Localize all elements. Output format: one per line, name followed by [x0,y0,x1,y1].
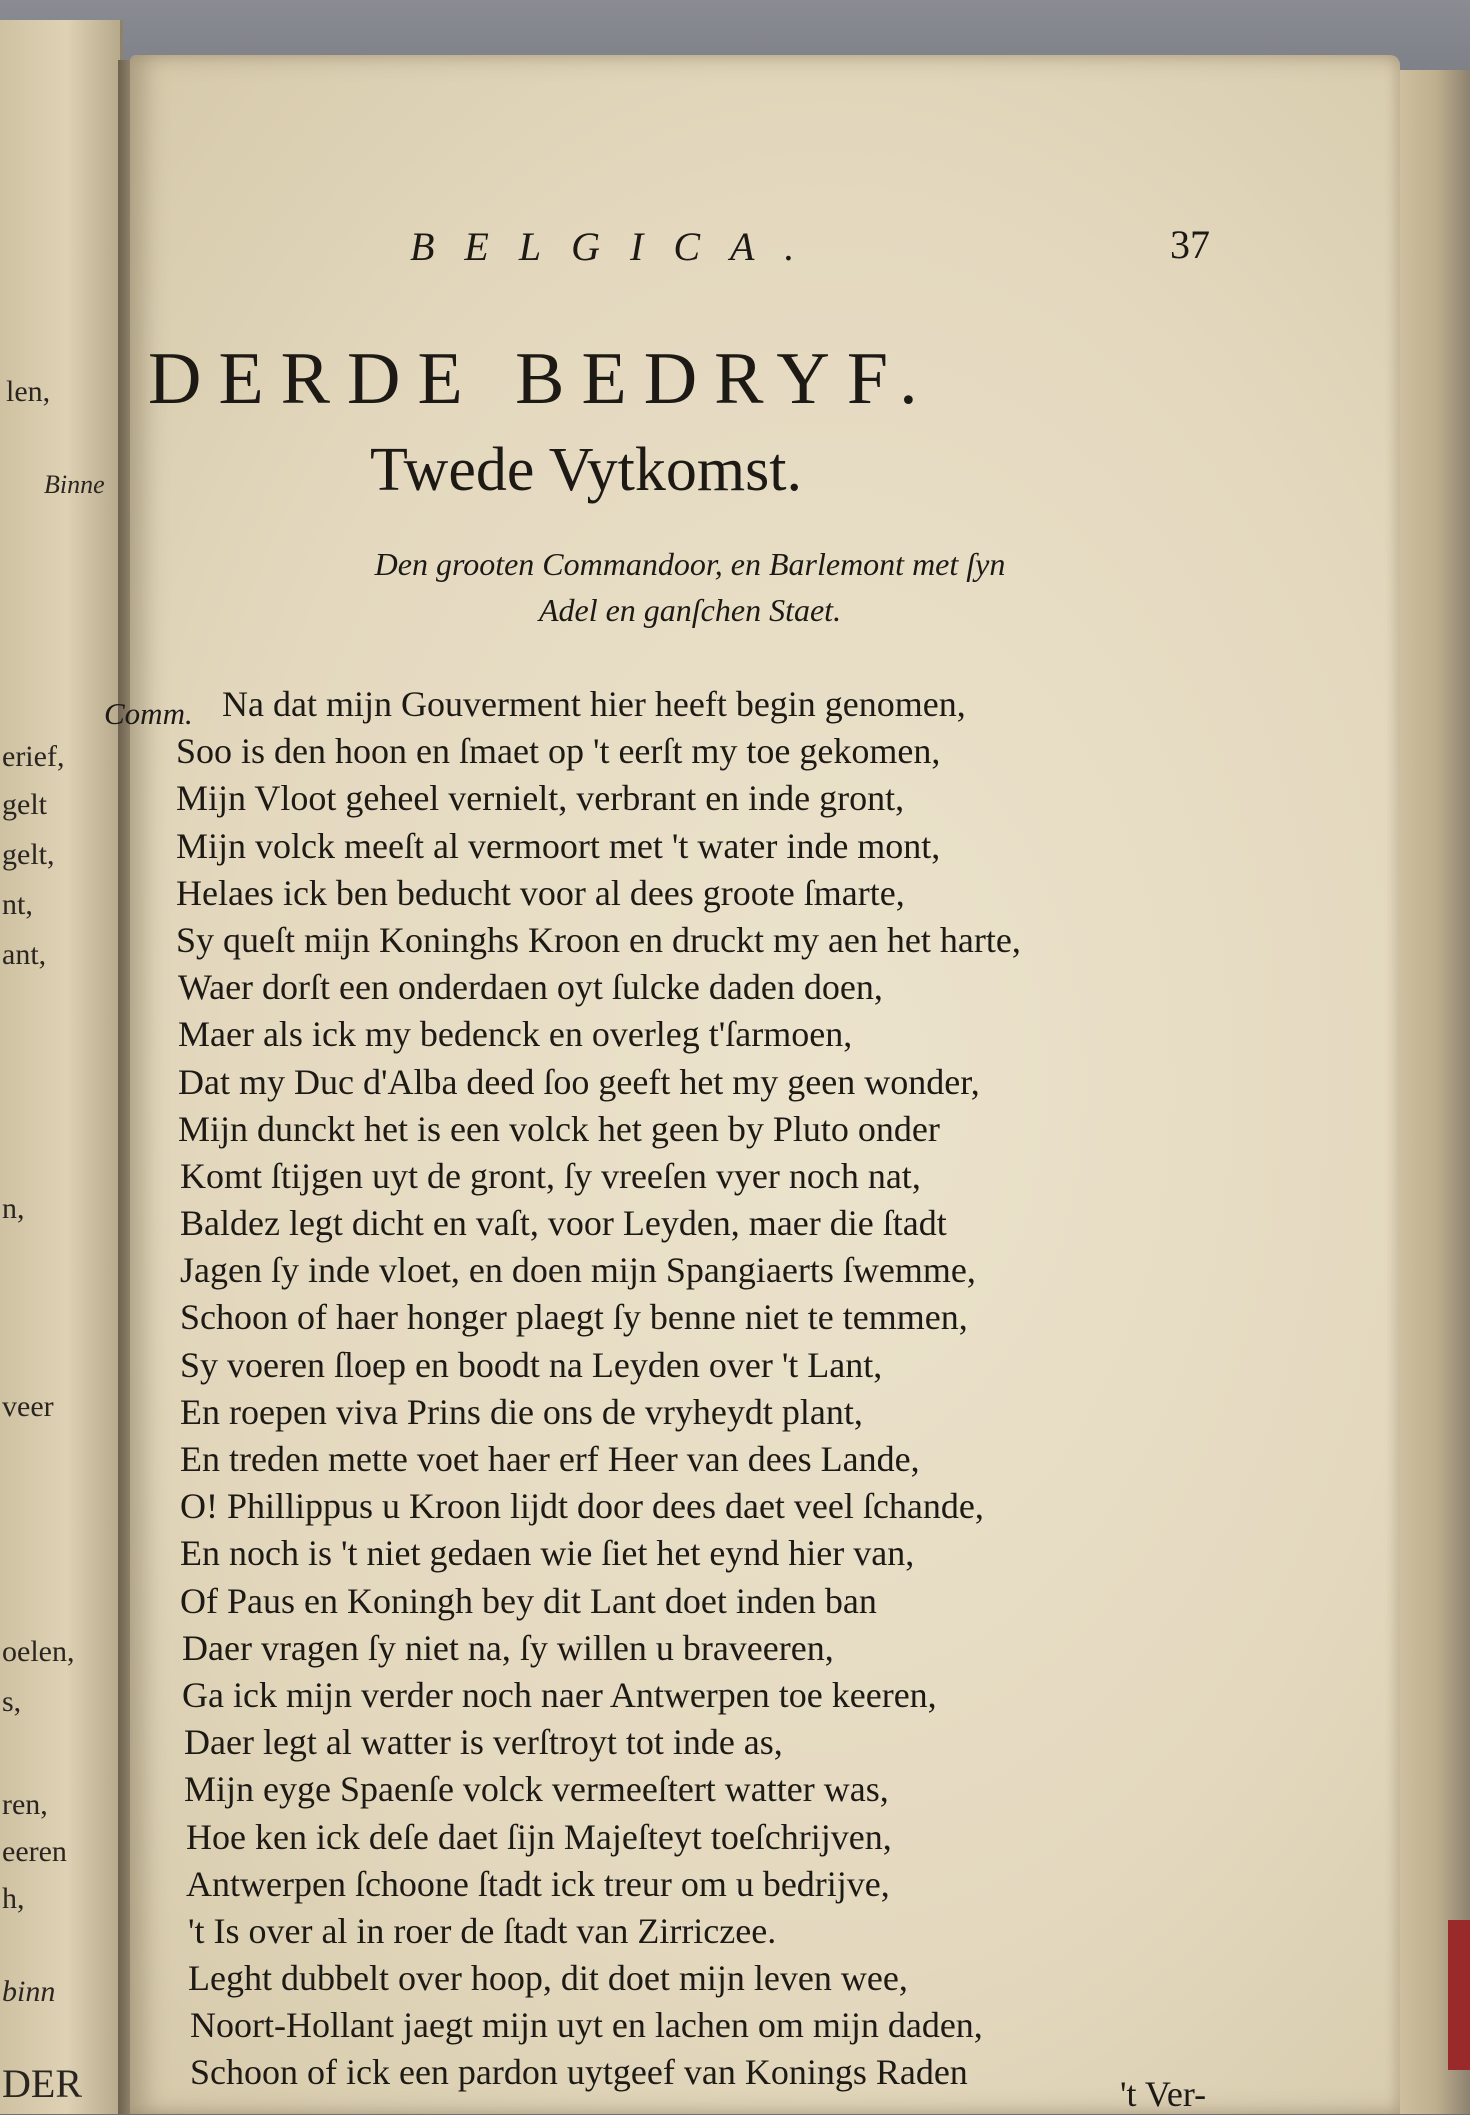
left-page-fragment: gelt, [2,838,55,871]
verse-line: Ga ick mijn verder noch naer Antwerpen toe keeren, [182,1674,937,1715]
scene-title: Twede Vytkomst. [370,436,802,504]
verse-line: Schoon of ick een pardon uytgeef van Konings Raden [190,2052,968,2093]
verse-line: En roepen viva Prins die ons de vryheydt plant, [180,1391,863,1432]
left-page-fragment: ren, [2,1788,48,1821]
verse-line: Leght dubbelt over hoop, dit doet mijn leven wee, [188,1958,908,1999]
page-number: 37 [1170,222,1210,267]
verse-line: Jagen ſy inde vloet, en doen mijn Spangiaerts ſwemme, [180,1250,976,1291]
left-page-fragment: oelen, [2,1635,75,1668]
left-page-fragment: h, [2,1882,25,1915]
catchword: 't Ver- [1120,2074,1207,2114]
verse-line: Daer legt al watter is verſtroyt tot inde as, [184,1722,783,1763]
verse-line: Sy voeren ſloep en boodt na Leyden over 't Lant, [180,1344,883,1385]
left-page-fragment: s, [2,1685,22,1718]
running-head: BELGICA. [410,224,825,269]
verse-line: Waer dorſt een onderdaen oyt ſulcke daden doen, [178,967,883,1008]
verse-line: Baldez legt dicht en vaſt, voor Leyden, maer die ſtadt [180,1203,947,1244]
verse-line: Hoe ken ick deſe daet ſijn Majeſteyt toeſchrijven, [186,1816,892,1857]
left-page [0,20,123,2114]
stage-direction-line: Den grooten Commandoor, en Barlemont met ſyn [374,546,1006,582]
left-page-fragment: erief, [2,740,65,773]
verse-line: En noch is 't niet gedaen wie ſiet het eynd hier van, [180,1533,915,1574]
verse-line: Komt ſtijgen uyt de gront, ſy vreeſen vyer noch nat, [180,1155,921,1196]
left-page-fragment: gelt [2,788,47,821]
left-page-fragment: Binne [44,470,105,499]
verse-line: Noort-Hollant jaegt mijn uyt en lachen om mijn daden, [190,2005,983,2046]
verse-line: Daer vragen ſy niet na, ſy willen u braveeren, [182,1627,834,1668]
left-page-fragment: len, [6,375,51,408]
verse-line: Sy queſt mijn Koninghs Kroon en druckt my aen het harte, [176,919,1021,960]
verse-line: Of Paus en Koningh bey dit Lant doet inden ban [180,1580,877,1621]
verse-line: Mijn Vloot geheel vernielt, verbrant en inde gront, [176,778,905,819]
verse-line: Mijn eyge Spaenſe volck vermeeſtert watter was, [184,1769,889,1810]
verse-line: Helaes ick ben beducht voor al dees groote ſmarte, [176,872,905,913]
act-title: DERDE BEDRYF. [148,338,935,420]
left-page-fragment: veer [2,1390,54,1423]
verse-line: O! Phillippus u Kroon lijdt door dees daet veel ſchande, [180,1486,984,1527]
stage-direction [170,541,1210,633]
verse-line: Mijn dunckt het is een volck het geen by Pluto onder [178,1108,940,1149]
verse-line: Antwerpen ſchoone ſtadt ick treur om u bedrijve, [186,1863,890,1904]
speaker-label: Comm. [104,696,193,731]
left-page-fragment: ant, [2,938,47,971]
verse-line: Soo is den hoon en ſmaet op 't eerſt my toe gekomen, [176,731,941,772]
left-page-fragment: eeren [2,1835,67,1868]
left-page-fragment: nt, [2,888,33,921]
red-ribbon-mark [1448,1920,1470,2070]
verse-line: Maer als ick my bedenck en overleg t'ſarmoen, [178,1014,853,1055]
left-page-fragment: binn [2,1975,56,2008]
stage-direction-line: Adel en ganſchen Staet. [538,592,842,628]
left-page-fragment: n, [2,1192,25,1225]
left-page-fragment: DER [2,2061,82,2106]
verse-line: En treden mette voet haer erf Heer van dees Lande, [180,1439,920,1479]
verse-line: Mijn volck meeſt al vermoort met 't water inde mont, [176,825,941,866]
page-edge [1400,70,1470,2114]
verse-line: Na dat mijn Gouverment hier heeft begin genomen, [222,684,966,724]
book-page [104,55,1400,2114]
verse-text [140,681,1260,2097]
verse-line: Schoon of haer honger plaegt ſy benne niet te temmen, [180,1297,968,1338]
verse-line: Dat my Duc d'Alba deed ſoo geeft het my geen wonder, [178,1061,980,1102]
verse-line: 't Is over al in roer de ſtadt van Zirriczee. [188,1910,777,1951]
